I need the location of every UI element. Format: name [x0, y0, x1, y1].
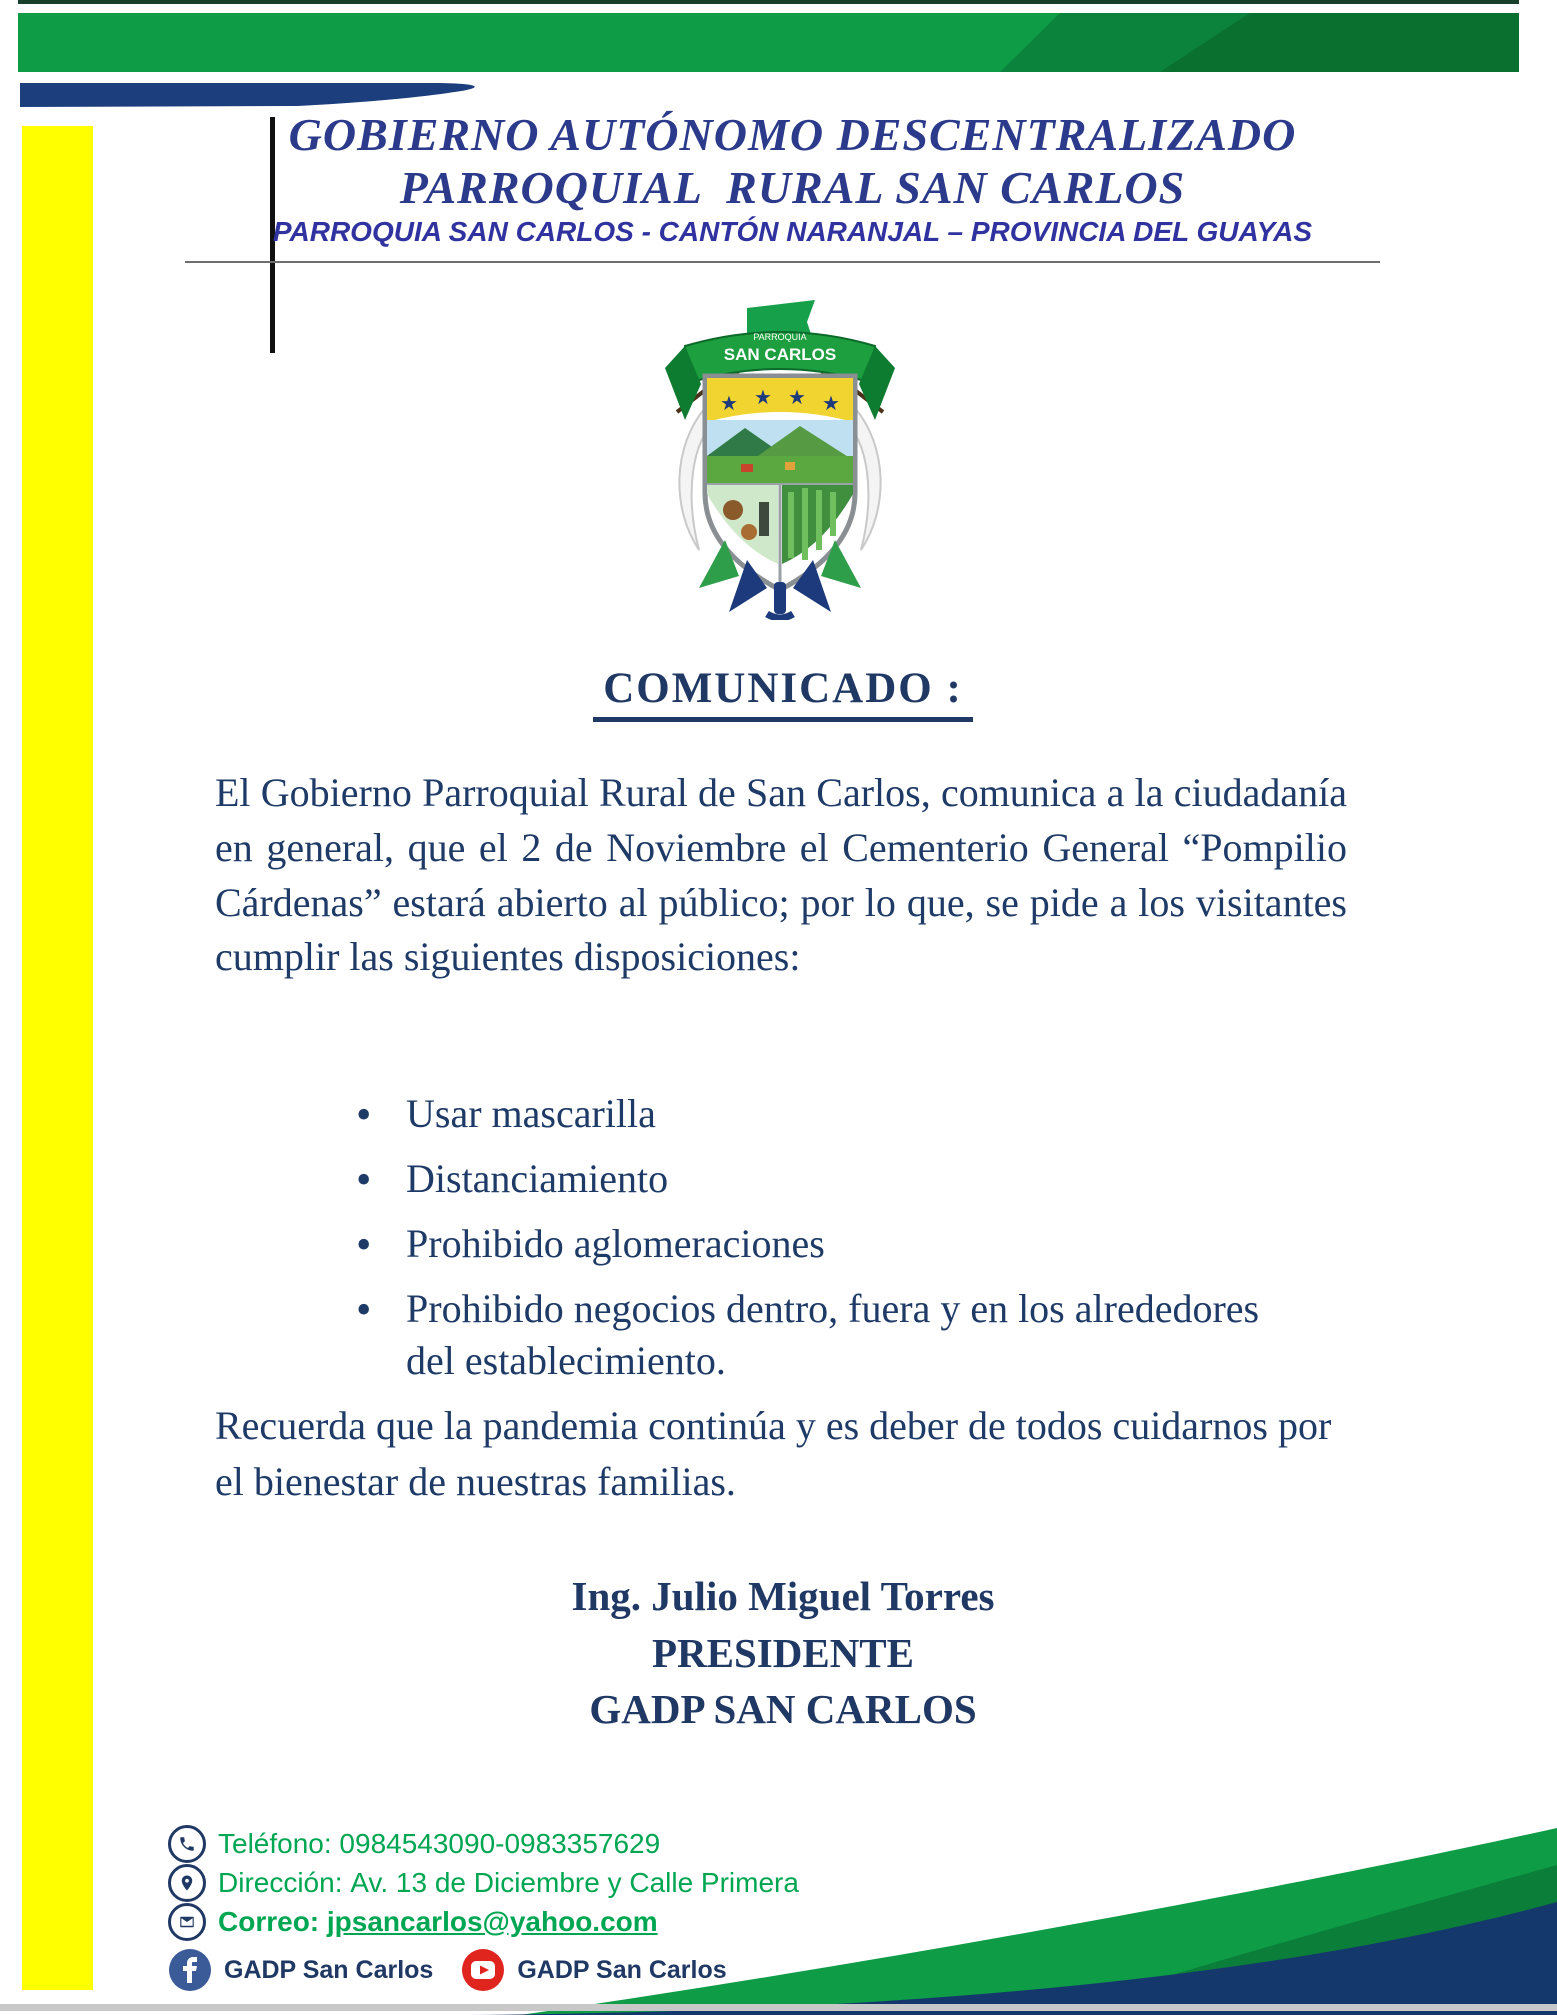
signer-name: Ing. Julio Miguel Torres	[571, 1573, 995, 1619]
svg-text:★: ★	[788, 387, 806, 409]
address-value: Av. 13 de Diciembre y Calle Primera	[350, 1866, 799, 1898]
facebook-label: GADP San Carlos	[224, 1955, 434, 1984]
closing-paragraph: Recuerda que la pandemia continúa y es deber de todos cuidarnos por el bienestar de nuestras familias.	[215, 1403, 1332, 1504]
svg-text:SAN CARLOS: SAN CARLOS	[723, 345, 837, 364]
address-label: Dirección:	[218, 1866, 343, 1898]
svg-text:★: ★	[822, 393, 840, 415]
org-subtitle: PARROQUIA SAN CARLOS - CANTÓN NARANJAL – PROVINCIA DEL GUAYAS	[272, 216, 1313, 248]
list-item: • Usar mascarilla	[356, 1088, 1316, 1140]
youtube-label: GADP San Carlos	[517, 1955, 727, 1984]
svg-text:PARROQUIA: PARROQUIA	[753, 332, 807, 342]
top-green-bar	[18, 13, 1519, 72]
header-divider	[185, 261, 1380, 263]
svg-text:★: ★	[754, 387, 772, 409]
signer-org: GADP SAN CARLOS	[589, 1686, 977, 1733]
left-yellow-stripe	[22, 126, 93, 1990]
page-bottom-edge	[0, 2004, 1557, 2011]
bottom-wave-bands	[0, 1790, 1557, 2015]
org-name-line2: PARROQUIAL RURAL SAN CARLOS	[399, 161, 1186, 213]
list-item: • Prohibido aglomeraciones	[356, 1218, 1316, 1270]
email-label: Correo:	[218, 1905, 320, 1937]
top-dark-strip	[18, 0, 1519, 4]
signer-role: PRESIDENTE	[651, 1629, 914, 1676]
list-item: • Distanciamiento	[356, 1153, 1316, 1205]
svg-text:★: ★	[720, 393, 738, 415]
letterhead	[205, 110, 1380, 248]
phone-label: Teléfono:	[218, 1827, 332, 1859]
signature-block	[213, 1568, 1353, 1738]
phone-value: 0984543090-0983357629	[339, 1827, 661, 1859]
email-link[interactable]: jpsancarlos@yahoo.com	[326, 1905, 658, 1937]
org-name-line1: GOBIERNO AUTÓNOMO DESCENTRALIZADO	[288, 109, 1297, 160]
body-paragraph: El Gobierno Parroquial Rural de San Carlos, comunica a la ciudadanía en general, que el 2 de Noviembre el Cementerio General “Pompilio Cárdenas” estará abierto al público; por lo que, se pide a los visitantes cumplir las siguientes disposiciones:	[215, 770, 1347, 980]
page-title: COMUNICADO :	[593, 664, 973, 722]
list-item: • Prohibido negocios dentro, fuera y en los alrededores del establecimiento.	[356, 1283, 1316, 1387]
comunicado-title-wrap	[213, 664, 1353, 722]
shield-logo	[655, 288, 905, 620]
top-blue-swoosh	[18, 82, 538, 110]
dispositions-list	[356, 1088, 1316, 1400]
